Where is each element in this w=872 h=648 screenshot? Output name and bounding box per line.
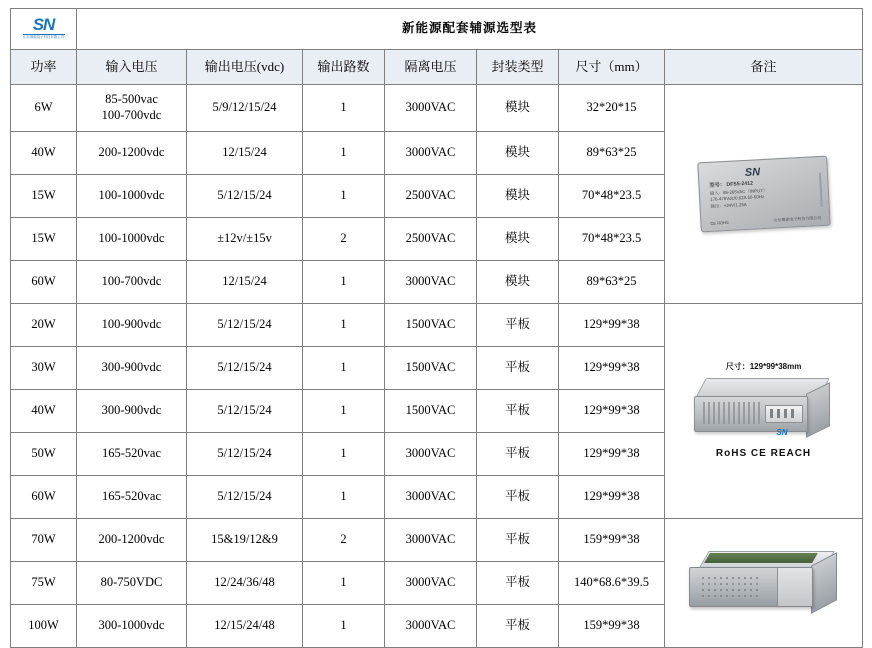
cell-output-voltage: 5/12/15/24 [187,390,303,433]
cell-package: 平板 [477,304,559,347]
cell-size: 89*63*25 [559,261,665,304]
cell-isolation: 2500VAC [385,218,477,261]
flat-logo: SN [776,427,788,437]
module-cert-left: CE ROHS [709,219,729,226]
cell-input-voltage: 300-900vdc [77,347,187,390]
cell-channels: 1 [303,261,385,304]
cell-channels: 1 [303,132,385,175]
cell-power: 6W [11,85,77,132]
cell-output-voltage: 12/15/24/48 [187,605,303,648]
cell-package: 平板 [477,433,559,476]
enclosed-vent-holes [700,575,762,599]
cell-isolation: 3000VAC [385,476,477,519]
flat-cert-marks: RoHS CE REACH [715,447,812,459]
column-header-output-channels: 输出路数 [303,50,385,85]
cell-input-voltage: 100-700vdc [77,261,187,304]
cell-output-voltage: 12/24/36/48 [187,562,303,605]
cell-output-voltage: 5/9/12/15/24 [187,85,303,132]
remark-photo-module [665,85,863,304]
module-model: 型号： DFS5-2412 [708,180,753,189]
cell-package: 模块 [477,175,559,218]
module-logo: SN [744,166,760,179]
column-header-size: 尺寸（mm） [559,50,665,85]
company-logo [11,9,77,50]
cell-size: 159*99*38 [559,519,665,562]
column-header-input-voltage: 输入电压 [77,50,187,85]
column-header-output-voltage: 输出电压(vdc) [187,50,303,85]
cell-output-voltage: 5/12/15/24 [187,433,303,476]
cell-power: 40W [11,132,77,175]
remark-photo-flat [665,304,863,519]
cell-channels: 1 [303,476,385,519]
cell-channels: 1 [303,390,385,433]
cell-size: 129*99*38 [559,433,665,476]
flat-product-image [694,376,834,442]
logo-mark: SN [32,14,55,34]
enclosed-pcb-edge [704,553,818,563]
cell-channels: 2 [303,218,385,261]
flat-vents [703,402,761,424]
cell-power: 60W [11,261,77,304]
cell-isolation: 3000VAC [385,519,477,562]
cell-input-voltage-line2: 100-700vdc [101,108,162,122]
cell-package: 平板 [477,562,559,605]
cell-size: 140*68.6*39.5 [559,562,665,605]
cell-package: 模块 [477,132,559,175]
module-input: 输入：85-265VAC（INPUT） [709,187,767,196]
cell-channels: 1 [303,304,385,347]
column-header-remark: 备注 [665,50,863,85]
page-title: 新能源配套辅源选型表 [77,9,863,50]
cell-package: 平板 [477,390,559,433]
cell-power: 15W [11,175,77,218]
cell-input-voltage-line1: 85-500vac [105,92,158,107]
cell-size: 70*48*23.5 [559,175,665,218]
cell-isolation: 1500VAC [385,304,477,347]
cell-size: 129*99*38 [559,347,665,390]
module-cert-right: 山东赛能电子科技有限公司 [772,215,821,223]
cell-package: 平板 [477,519,559,562]
cell-input-voltage: 200-1200vdc [77,132,187,175]
cell-power: 40W [11,390,77,433]
table-row [11,304,863,347]
cell-isolation: 2500VAC [385,175,477,218]
cell-channels: 1 [303,605,385,648]
cell-package: 平板 [477,605,559,648]
cell-input-voltage: 100-1000vdc [77,218,187,261]
cell-power: 50W [11,433,77,476]
cell-input-voltage [77,85,187,132]
cell-package: 平板 [477,347,559,390]
cell-power: 100W [11,605,77,648]
cell-power: 20W [11,304,77,347]
cell-size: 159*99*38 [559,605,665,648]
cell-input-voltage: 165-520vac [77,476,187,519]
cell-power: 60W [11,476,77,519]
cell-output-voltage: ±12v/±15v [187,218,303,261]
cell-isolation: 3000VAC [385,261,477,304]
cell-package: 模块 [477,218,559,261]
enclosed-end-panel [777,568,812,606]
cell-output-voltage: 5/12/15/24 [187,175,303,218]
enclosed-product-image [689,551,839,615]
cell-input-voltage: 100-1000vdc [77,175,187,218]
cell-output-voltage: 5/12/15/24 [187,347,303,390]
cell-input-voltage: 200-1200vdc [77,519,187,562]
cell-size: 89*63*25 [559,132,665,175]
cell-input-voltage: 80-750VDC [77,562,187,605]
cell-channels: 2 [303,519,385,562]
module-pin [819,173,823,207]
cell-input-voltage: 100-900vdc [77,304,187,347]
cell-channels: 1 [303,85,385,132]
cell-output-voltage: 15&19/12&9 [187,519,303,562]
cell-isolation: 3000VAC [385,85,477,132]
cell-output-voltage: 12/15/24 [187,132,303,175]
column-header-isolation-voltage: 隔离电压 [385,50,477,85]
enclosed-front-face [689,567,813,607]
cell-package: 平板 [477,476,559,519]
module-label-text [709,180,768,211]
column-header-power: 功率 [11,50,77,85]
cell-output-voltage: 5/12/15/24 [187,304,303,347]
cell-power: 30W [11,347,77,390]
flat-terminal-block [765,405,803,423]
module-output: 输出：+24V/1.25A [709,201,747,209]
table-row [11,85,863,132]
flat-front-face [694,396,808,432]
cell-input-voltage: 300-1000vdc [77,605,187,648]
cell-output-voltage: 5/12/15/24 [187,476,303,519]
table-row [11,519,863,562]
cell-isolation: 1500VAC [385,390,477,433]
cell-channels: 1 [303,433,385,476]
cell-isolation: 1500VAC [385,347,477,390]
flat-size-label: 尺寸：129*99*38mm [725,361,802,371]
cell-isolation: 3000VAC [385,433,477,476]
cell-package: 模块 [477,261,559,304]
remark-photo-enclosed [665,519,863,648]
cell-package: 模块 [477,85,559,132]
cell-size: 32*20*15 [559,85,665,132]
cell-isolation: 3000VAC [385,132,477,175]
cell-size: 129*99*38 [559,390,665,433]
cell-input-voltage: 300-900vdc [77,390,187,433]
table-header-row [11,50,863,85]
cell-channels: 1 [303,347,385,390]
spec-table [10,8,863,648]
cell-size: 70*48*23.5 [559,218,665,261]
module-input2: 176-475Vdc/0.62A 50-60Hz [709,194,764,203]
cell-power: 70W [11,519,77,562]
cell-size: 129*99*38 [559,476,665,519]
cell-isolation: 3000VAC [385,605,477,648]
cell-channels: 1 [303,562,385,605]
cell-channels: 1 [303,175,385,218]
column-header-package-type: 封装类型 [477,50,559,85]
cell-size: 129*99*38 [559,304,665,347]
cell-input-voltage: 165-520vac [77,433,187,476]
cell-power: 75W [11,562,77,605]
title-row [11,9,863,50]
module-product-image [697,156,830,233]
cell-power: 15W [11,218,77,261]
cell-isolation: 3000VAC [385,562,477,605]
cell-output-voltage: 12/15/24 [187,261,303,304]
logo-subtitle: 山东赛能电子科技有限公司 [23,34,64,39]
